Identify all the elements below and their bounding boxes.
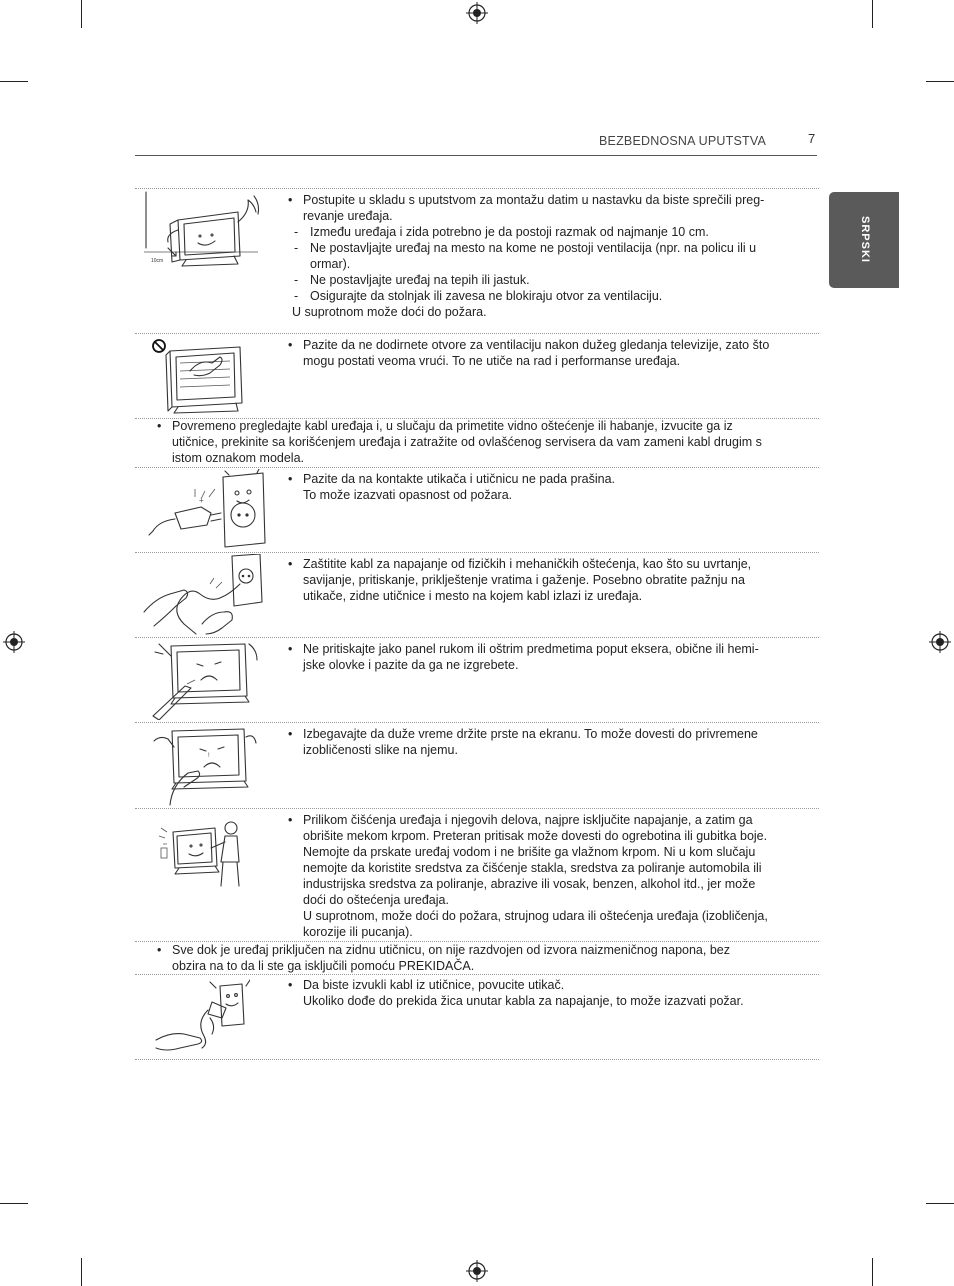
item-line: Zaštitite kabl za napajanje od fizičkih i mehaničkih oštećenja, kao što su uvrtanje, <box>303 557 752 571</box>
instruction-item: • Izbegavajte da duže vreme držite prste na ekranu. To može dovesti do privremene izobličenosti slike na njemu. <box>288 726 808 758</box>
item-line: jske olovke i pazite da ga ne izgrebete. <box>303 658 519 672</box>
item-line: savijanje, pritiskanje, priklještenje vratima i gaženje. Posebno obratite pažnju na <box>303 573 745 587</box>
item-note: U suprotnom može doći do požara. <box>292 305 487 319</box>
crop-mark <box>0 81 28 82</box>
registration-mark-icon <box>3 631 25 653</box>
separator <box>135 722 819 723</box>
crop-mark <box>872 1258 873 1286</box>
item-line: Da biste izvukli kabl iz utičnice, povucite utikač. <box>303 978 565 992</box>
item-line: Pazite da na kontakte utikača i utičnicu ne pada prašina. <box>303 472 616 486</box>
tv-wall-clearance-illustration <box>138 190 268 270</box>
finger-on-screen-illustration <box>148 725 268 807</box>
dusty-plug-socket-illustration <box>145 469 270 551</box>
item-line: obzira na to da li ste ga isključili pomoću PREKIDAČA. <box>172 959 475 973</box>
crop-mark <box>872 0 873 28</box>
item-line: utikače, zidne utičnice i mesto na kojem kabl izlazi iz uređaja. <box>303 589 643 603</box>
item-line: Postupite u skladu s uputstvom za montažu datim u nastavku da biste sprečili preg- <box>303 193 765 207</box>
item-line: Prilikom čišćenja uređaja i njegovih delova, najpre isključite napajanje, a zatim ga <box>303 813 753 827</box>
cleaning-tv-illustration <box>155 818 255 890</box>
instruction-item: • Da biste izvukli kabl iz utičnice, povucite utikač. Ukoliko dođe do prekida žica unutar kabla za napajanje, to može izazvati požar. <box>288 977 808 1009</box>
item-line: U suprotnom, može doći do požara, strujnog udara ili oštećenja uređaja (izobličenja, <box>303 909 768 923</box>
cable-protection-illustration <box>140 554 270 636</box>
hot-vents-no-touch-illustration <box>150 337 250 417</box>
item-line: korozije ili pucanja). <box>303 925 413 939</box>
item-dash: ormar). <box>310 257 351 271</box>
instruction-item: • Sve dok je uređaj priključen na zidnu utičnicu, on nije razdvojen od izvora naizmeničnog napona, bez obzira na to da li ste ga isključili pomoću PREKIDAČA. <box>157 942 817 974</box>
separator <box>135 974 819 975</box>
svg-text:+: + <box>199 496 204 505</box>
item-line: istom oznakom modela. <box>172 451 305 465</box>
item-line: Povremeno pregledajte kabl uređaja i, u slučaju da primetite vidno oštećenje ili habanje, izvucite ga iz <box>172 419 733 433</box>
item-dash: Između uređaja i zida potrebno je da postoji razmak od najmanje 10 cm. <box>310 225 709 239</box>
item-line: To može izazvati opasnost od požara. <box>303 488 513 502</box>
instruction-item: • Zaštitite kabl za napajanje od fizičkih i mehaničkih oštećenja, kao što su uvrtanje, savijanje, pritiskanje, priklještenje vratima i gaženje. Posebno obratite pažnju na utikače, zidne utičnice i mesto na kojem kabl izlazi iz uređaja. <box>288 556 808 604</box>
instruction-item: • Pazite da na kontakte utikača i utičnicu ne pada prašina. To može izazvati opasnost od požara. <box>288 471 808 503</box>
instruction-item: • Povremeno pregledajte kabl uređaja i, u slučaju da primetite vidno oštećenje ili habanje, izvucite ga iz utičnice, prekinite sa korišćenjem uređaja i zatražite od ovlašćenog servisera da vam zameni kabl drugim s istom oznakom modela. <box>157 418 817 466</box>
language-tab <box>829 192 899 288</box>
separator <box>135 1059 819 1060</box>
section-title: BEZBEDNOSNA UPUTSTVA <box>599 134 766 148</box>
item-line: Pazite da ne dodirnete otvore za ventilaciju nakon dužeg gledanja televizije, zato što <box>303 338 770 352</box>
crop-mark <box>81 0 82 28</box>
crop-mark <box>926 81 954 82</box>
header-rule <box>135 155 817 156</box>
crop-mark <box>926 1203 954 1204</box>
instruction-item: • Ne pritiskajte jako panel rukom ili oštrim predmetima poput eksera, obične ili hemi- jske olovke i pazite da ga ne izgrebete. <box>288 641 808 673</box>
registration-mark-icon <box>929 631 951 653</box>
separator <box>135 467 819 468</box>
separator <box>135 333 819 334</box>
item-line: Ne pritiskajte jako panel rukom ili oštrim predmetima poput eksera, obične ili hemi- <box>303 642 759 656</box>
item-line: doći do oštećenja uređaja. <box>303 893 449 907</box>
item-line: Sve dok je uređaj priključen na zidnu utičnicu, on nije razdvojen od izvora naizmeničnog napona, bez <box>172 943 730 957</box>
panel-pressure-illustration <box>145 640 265 720</box>
item-dash: Ne postavljajte uređaj na tepih ili jastuk. <box>310 273 530 287</box>
crop-mark <box>0 1203 28 1204</box>
pull-plug-illustration <box>150 978 250 1056</box>
item-line: izobličenosti slike na njemu. <box>303 743 458 757</box>
page-number: 7 <box>808 131 816 146</box>
item-line: Nemojte da prskate uređaj vodom i ne brišite ga vlažnom krpom. Ni u kom slučaju <box>303 845 756 859</box>
item-line: obrišite mekom krpom. Preteran pritisak može dovesti do ogrebotina ili gubitka boje. <box>303 829 768 843</box>
language-tab-label: SRPSKI <box>859 216 871 263</box>
registration-mark-icon <box>466 1260 488 1282</box>
registration-mark-icon <box>466 2 488 24</box>
separator <box>135 552 819 553</box>
item-dash: Osigurajte da stolnjak ili zavesa ne blokiraju otvor za ventilaciju. <box>310 289 663 303</box>
item-line: industrijska sredstva za poliranje, abrazive ili vosak, benzen, alkohol itd., jer može <box>303 877 756 891</box>
item-line: mogu postati veoma vrući. To ne utiče na rad i performanse uređaja. <box>303 354 681 368</box>
crop-mark <box>81 1258 82 1286</box>
instruction-item: • Pazite da ne dodirnete otvore za ventilaciju nakon dužeg gledanja televizije, zato što mogu postati veoma vrući. To ne utiče na rad i performanse uređaja. <box>288 337 808 369</box>
svg-text:!: ! <box>208 753 210 759</box>
item-line: Izbegavajte da duže vreme držite prste na ekranu. To može dovesti do privremene <box>303 727 758 741</box>
clearance-label: 10cm <box>151 258 164 264</box>
item-dash: Ne postavljajte uređaj na mesto na kome ne postoji ventilacija (npr. na policu ili u <box>310 241 757 255</box>
separator <box>135 637 819 638</box>
item-line: utičnice, prekinite sa korišćenjem uređaja i zatražite od ovlašćenog servisera da vam zameni kabl drugim s <box>172 435 762 449</box>
separator <box>135 808 819 809</box>
instruction-item: • Prilikom čišćenja uređaja i njegovih delova, najpre isključite napajanje, a zatim ga obrišite mekom krpom. Preteran pritisak može dovesti do ogrebotina ili gubitka boje. Nemojte da prskate uređaj vodom i ne brišite ga vlažnom krpom. Ni u kom slučaju nemojte da koristite sredstva za čišćenje stakla, sredstva za poliranje automobila ili industrijska sredstva za poliranje, abrazive ili vosak, benzen, alkohol itd., jer može doći do oštećenja uređaja. U suprotnom, može doći do požara, strujnog udara ili oštećenja uređaja (izobličenja, korozije ili pucanja). <box>288 812 808 940</box>
instruction-item: • Postupite u skladu s uputstvom za montažu datim u nastavku da biste sprečili preg- revanje uređaja. - Između uređaja i zida potrebno je da postoji razmak od najmanje 10 cm. - Ne postavljajte uređaj na mesto na kome ne postoji ventilacija (npr. na policu ili u ormar). - Ne postavljajte uređaj na tepih ili jastuk. - Osigurajte da stolnjak ili zavesa ne blokiraju otvor za ventilaciju. U suprotnom može doći do požara. <box>288 192 808 320</box>
item-line: revanje uređaja. <box>303 209 393 223</box>
item-line: Ukoliko dođe do prekida žica unutar kabla za napajanje, to može izazvati požar. <box>303 994 744 1008</box>
item-line: nemojte da koristite sredstva za čišćenje stakla, sredstva za poliranje automobila ili <box>303 861 762 875</box>
separator <box>135 188 819 189</box>
